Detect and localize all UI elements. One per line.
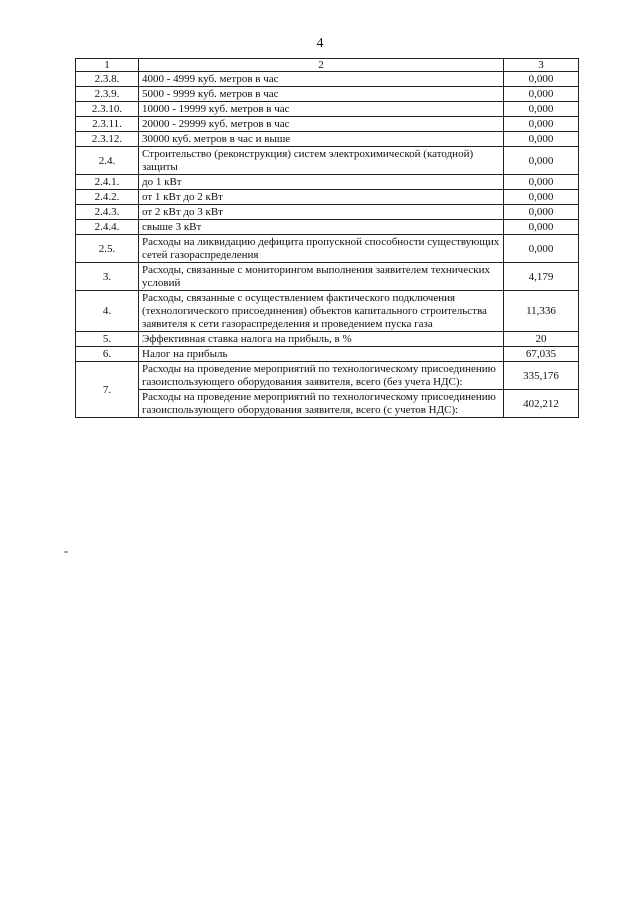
row-description: до 1 кВт — [139, 175, 504, 190]
table-row — [76, 175, 579, 190]
row-number: 2.3.8. — [76, 72, 139, 87]
row-description: свыше 3 кВт — [139, 220, 504, 235]
row-number: 2.3.12. — [76, 132, 139, 147]
row-value: 4,179 — [504, 263, 579, 291]
table-row — [76, 132, 579, 147]
row-value: 0,000 — [504, 72, 579, 87]
row-number: 3. — [76, 263, 139, 291]
table-row — [76, 147, 579, 175]
row-value: 20 — [504, 332, 579, 347]
row-number: 4. — [76, 291, 139, 332]
row-description: 4000 - 4999 куб. метров в час — [139, 72, 504, 87]
table-row — [76, 205, 579, 220]
row-description: Налог на прибыль — [139, 347, 504, 362]
row-number: 2.3.10. — [76, 102, 139, 117]
data-table — [75, 58, 579, 418]
column-header: 2 — [139, 59, 504, 72]
table-row — [76, 332, 579, 347]
column-header: 3 — [504, 59, 579, 72]
row-description: Расходы на ликвидацию дефицита пропускной способности существующих сетей газораспределения — [139, 235, 504, 263]
row-value: 0,000 — [504, 132, 579, 147]
row-description: Расходы на проведение мероприятий по технологическому присоединению газоиспользующего оборудования заявителя, всего (без учета НДС): — [139, 362, 504, 390]
row-number: 2.4. — [76, 147, 139, 175]
row-description: 10000 - 19999 куб. метров в час — [139, 102, 504, 117]
row-value: 0,000 — [504, 190, 579, 205]
row-value: 0,000 — [504, 175, 579, 190]
table-row — [76, 235, 579, 263]
row-value: 0,000 — [504, 205, 579, 220]
row-value: 0,000 — [504, 235, 579, 263]
row-description: от 1 кВт до 2 кВт — [139, 190, 504, 205]
table-row — [76, 291, 579, 332]
row-value: 0,000 — [504, 147, 579, 175]
row-number: 2.3.11. — [76, 117, 139, 132]
table-row — [76, 117, 579, 132]
row-value: 335,176 — [504, 362, 579, 390]
row-value: 0,000 — [504, 87, 579, 102]
row-number: 2.3.9. — [76, 87, 139, 102]
page-number: 4 — [316, 36, 324, 51]
scan-mark — [64, 551, 68, 553]
row-description: 20000 - 29999 куб. метров в час — [139, 117, 504, 132]
column-header: 1 — [76, 59, 139, 72]
table-row — [76, 102, 579, 117]
table-row — [76, 87, 579, 102]
table-row — [76, 362, 579, 390]
row-value: 67,035 — [504, 347, 579, 362]
table-row — [76, 347, 579, 362]
table-row — [76, 263, 579, 291]
row-value: 0,000 — [504, 102, 579, 117]
row-description: 5000 - 9999 куб. метров в час — [139, 87, 504, 102]
row-description: 30000 куб. метров в час и выше — [139, 132, 504, 147]
row-number: 5. — [76, 332, 139, 347]
row-description: Расходы, связанные с осуществлением фактического подключения (технологического присоединения) объектов капитального строительства заявителя к сети газораспределения и проведением пуска газа — [139, 291, 504, 332]
table-row — [76, 72, 579, 87]
row-number: 2.5. — [76, 235, 139, 263]
row-value: 402,212 — [504, 390, 579, 418]
row-value: 0,000 — [504, 117, 579, 132]
row-description: Эффективная ставка налога на прибыль, в % — [139, 332, 504, 347]
row-number: 2.4.1. — [76, 175, 139, 190]
row-description: от 2 кВт до 3 кВт — [139, 205, 504, 220]
table-row — [76, 390, 579, 418]
row-value: 11,336 — [504, 291, 579, 332]
row-value: 0,000 — [504, 220, 579, 235]
row-description: Строительство (реконструкция) систем электрохимической (катодной) защиты — [139, 147, 504, 175]
row-number: 6. — [76, 347, 139, 362]
row-number: 2.4.2. — [76, 190, 139, 205]
header-row — [76, 59, 579, 72]
row-description: Расходы, связанные с мониторингом выполнения заявителем технических условий — [139, 263, 504, 291]
row-description: Расходы на проведение мероприятий по технологическому присоединению газоиспользующего оборудования заявителя, всего (с учетов НДС): — [139, 390, 504, 418]
table-row — [76, 220, 579, 235]
row-number: 2.4.3. — [76, 205, 139, 220]
row-number: 2.4.4. — [76, 220, 139, 235]
table-row — [76, 190, 579, 205]
row-number: 7. — [76, 362, 139, 418]
